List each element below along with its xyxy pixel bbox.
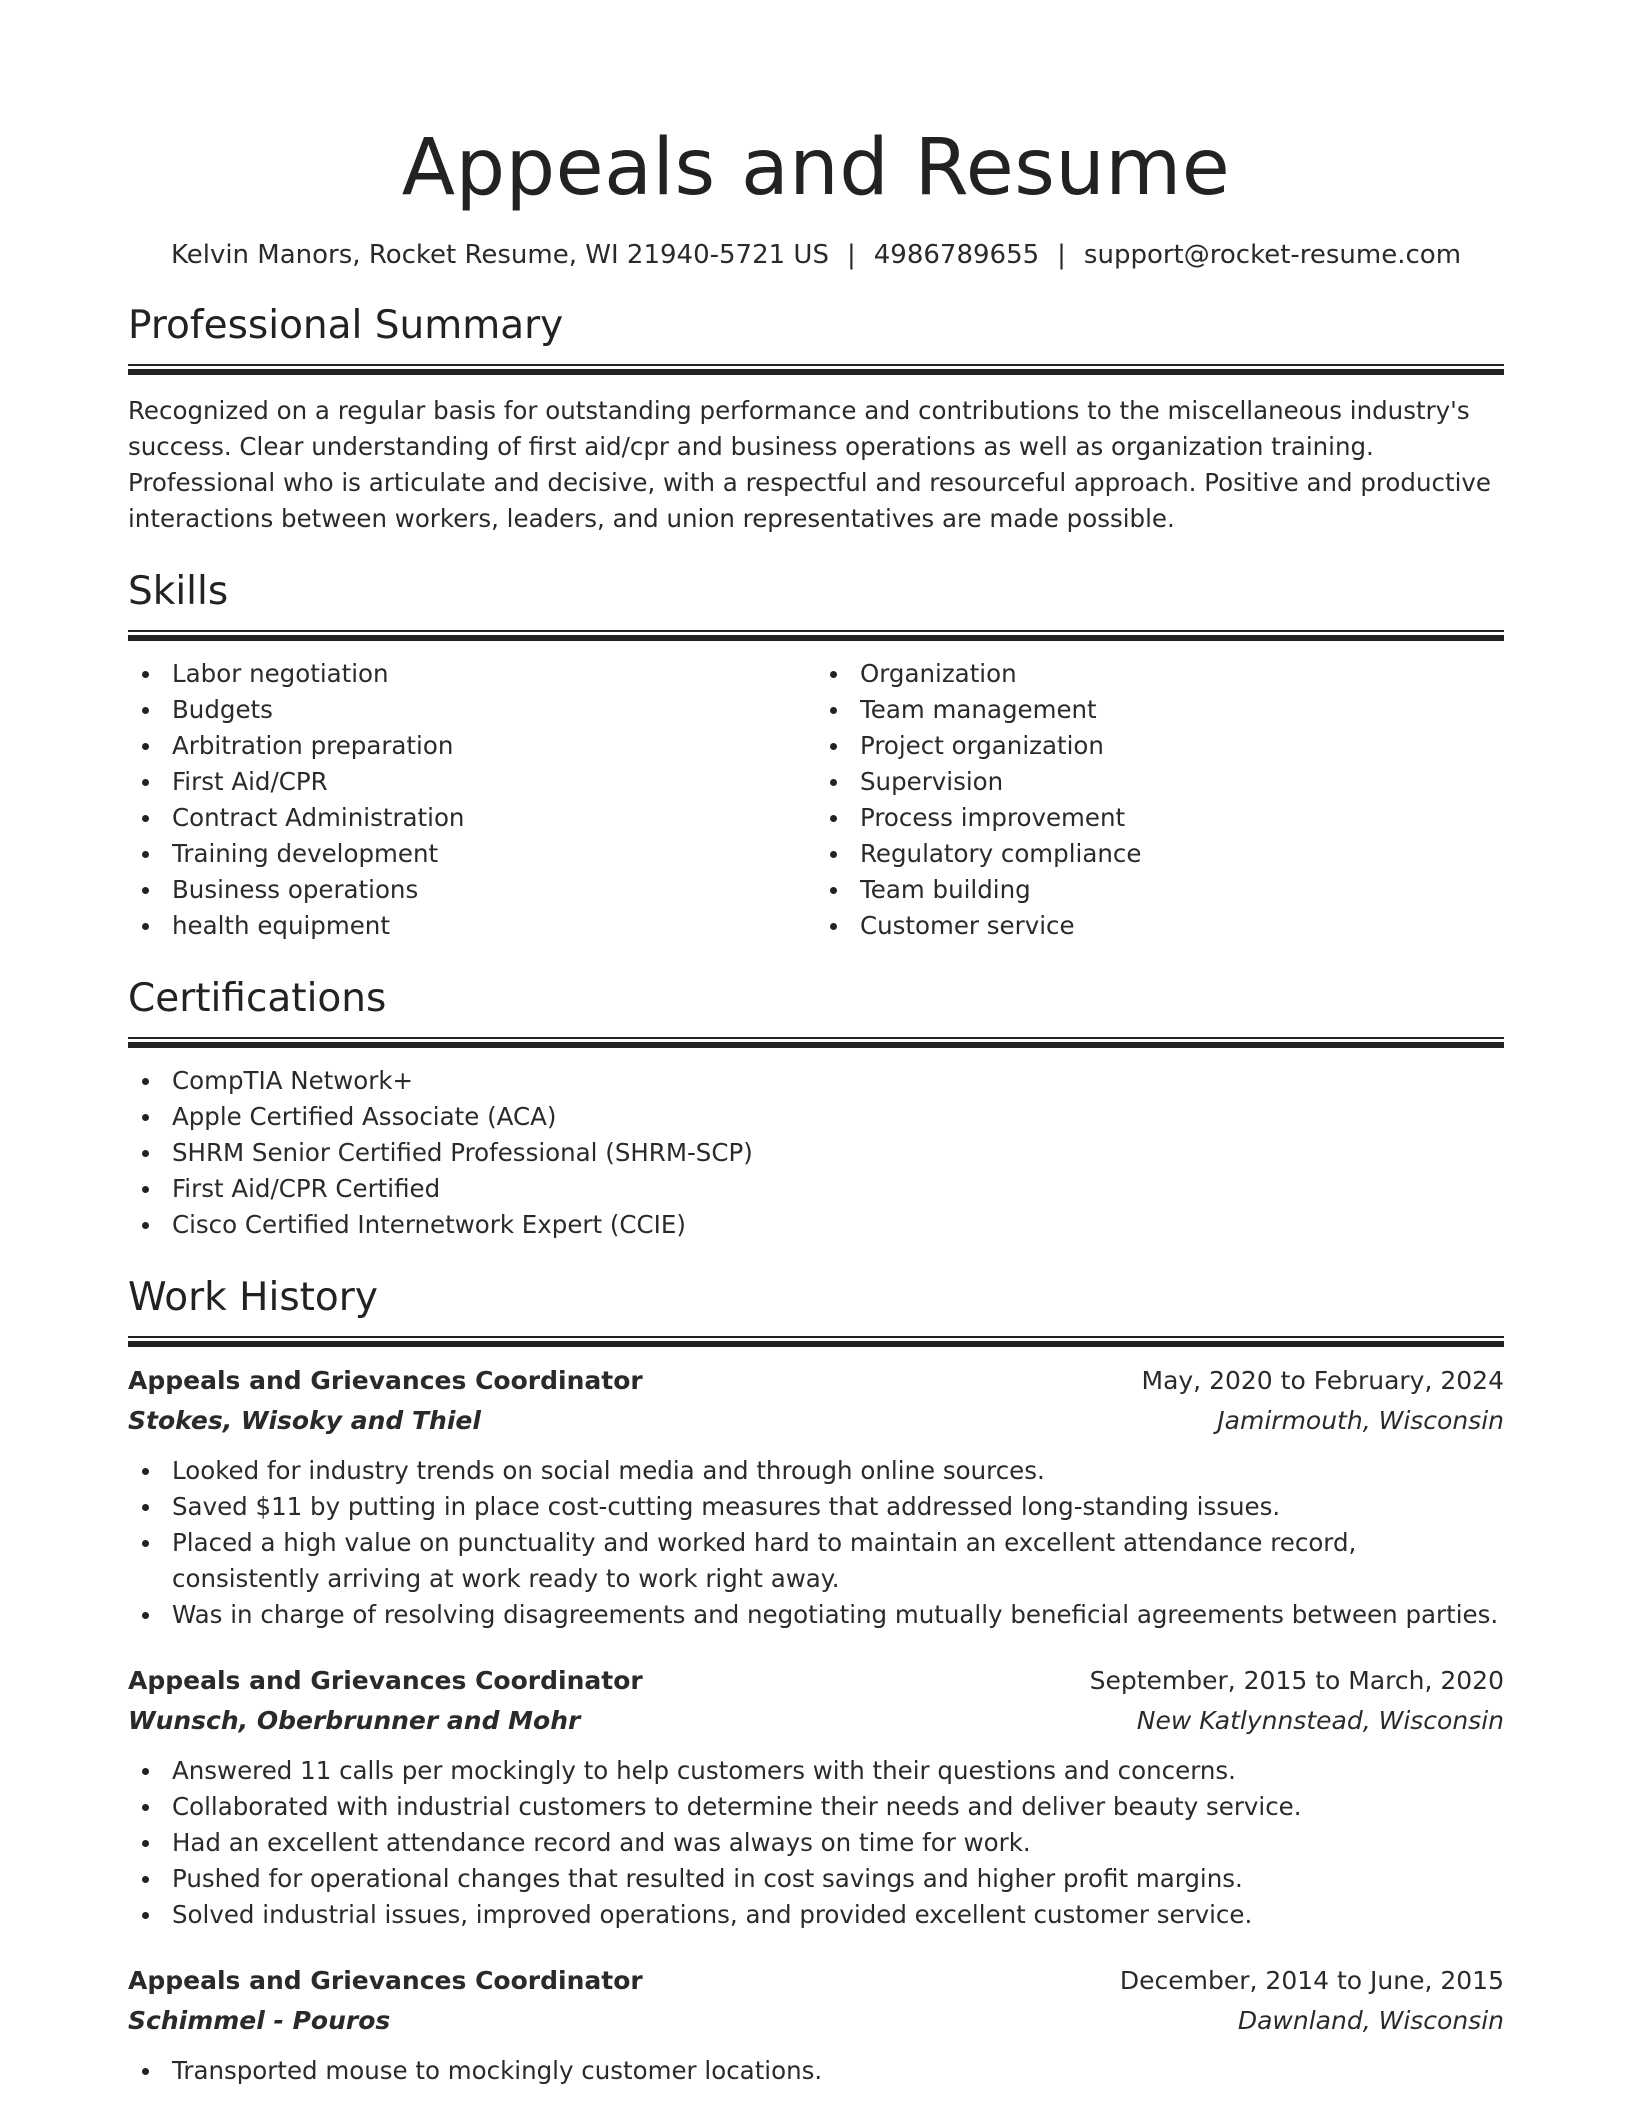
contact-phone: 4986789655 bbox=[873, 240, 1040, 270]
section-title-skills: Skills bbox=[128, 569, 229, 614]
skill-item: Team management bbox=[816, 692, 1504, 728]
job-duty: Saved $11 by putting in place cost-cutting measures that addressed long-standing issues. bbox=[128, 1489, 1504, 1525]
job-title: Appeals and Grievances Coordinator bbox=[128, 1366, 643, 1395]
skill-item: First Aid/CPR bbox=[128, 764, 816, 800]
job-header bbox=[128, 1363, 1504, 1399]
section-title-work-history: Work History bbox=[128, 1275, 378, 1320]
job-duty: Pushed for operational changes that resulted in cost savings and higher profit margins. bbox=[128, 1861, 1504, 1897]
job-title: Appeals and Grievances Coordinator bbox=[128, 1966, 643, 1995]
skill-item: Budgets bbox=[128, 692, 816, 728]
section-divider bbox=[128, 1336, 1504, 1347]
certification-item: First Aid/CPR Certified bbox=[128, 1171, 1504, 1207]
job-duty: Looked for industry trends on social media and through online sources. bbox=[128, 1453, 1504, 1489]
skill-item: Training development bbox=[128, 836, 816, 872]
skill-item: Process improvement bbox=[816, 800, 1504, 836]
job-subheader bbox=[128, 2003, 1504, 2039]
job-subheader bbox=[128, 1403, 1504, 1439]
job-duty: Answered 11 calls per mockingly to help customers with their questions and concerns. bbox=[128, 1753, 1504, 1789]
job-duties bbox=[128, 1753, 1504, 1933]
certification-item: CompTIA Network+ bbox=[128, 1063, 1504, 1099]
contact-email: support@rocket-resume.com bbox=[1083, 240, 1462, 270]
job-dates: December, 2014 to June, 2015 bbox=[1119, 1966, 1504, 1995]
job-company: Wunsch, Oberbrunner and Mohr bbox=[128, 1706, 581, 1735]
job-duty: Collaborated with industrial customers to determine their needs and deliver beauty service. bbox=[128, 1789, 1504, 1825]
skills-section bbox=[128, 568, 1504, 944]
skills-list-left bbox=[128, 656, 816, 944]
job-duty: Transported mouse to mockingly customer locations. bbox=[128, 2053, 1504, 2089]
skills-grid bbox=[128, 656, 1504, 944]
skill-item: Organization bbox=[816, 656, 1504, 692]
job-company: Stokes, Wisoky and Thiel bbox=[128, 1406, 481, 1435]
section-divider bbox=[128, 1037, 1504, 1048]
summary-section bbox=[128, 302, 1504, 537]
contact-separator: | bbox=[1057, 240, 1066, 270]
skill-item: Contract Administration bbox=[128, 800, 816, 836]
job-location: New Katlynnstead, Wisconsin bbox=[1136, 1706, 1504, 1735]
contact-address: Kelvin Manors, Rocket Resume, WI 21940-5721 US bbox=[170, 240, 829, 270]
section-title-summary: Professional Summary bbox=[128, 303, 564, 348]
job-dates: May, 2020 to February, 2024 bbox=[1141, 1366, 1504, 1395]
skill-item: Regulatory compliance bbox=[816, 836, 1504, 872]
section-title-certifications: Certifications bbox=[128, 976, 387, 1021]
job-duties bbox=[128, 1453, 1504, 1633]
skill-item: Customer service bbox=[816, 908, 1504, 944]
section-divider bbox=[128, 630, 1504, 641]
job-dates: September, 2015 to March, 2020 bbox=[1089, 1666, 1504, 1695]
job-subheader bbox=[128, 1703, 1504, 1739]
job-location: Jamirmouth, Wisconsin bbox=[1217, 1406, 1504, 1435]
skill-item: Business operations bbox=[128, 872, 816, 908]
job-duty: Solved industrial issues, improved operations, and provided excellent customer service. bbox=[128, 1897, 1504, 1933]
job-header bbox=[128, 1663, 1504, 1699]
contact-line bbox=[128, 238, 1504, 272]
certifications-section bbox=[128, 975, 1504, 1243]
job-duty: Was in charge of resolving disagreements and negotiating mutually beneficial agreements between parties. bbox=[128, 1597, 1504, 1633]
job-company: Schimmel - Pouros bbox=[128, 2006, 391, 2035]
job-title: Appeals and Grievances Coordinator bbox=[128, 1666, 643, 1695]
job-duties bbox=[128, 2053, 1504, 2089]
resume-title: Appeals and Resume bbox=[401, 123, 1231, 213]
skill-item: health equipment bbox=[128, 908, 816, 944]
certification-item: SHRM Senior Certified Professional (SHRM-SCP) bbox=[128, 1135, 1504, 1171]
skill-item: Arbitration preparation bbox=[128, 728, 816, 764]
job-entry bbox=[128, 1963, 1504, 2089]
job-duty: Had an excellent attendance record and was always on time for work. bbox=[128, 1825, 1504, 1861]
job-header bbox=[128, 1963, 1504, 1999]
skills-list-right bbox=[816, 656, 1504, 944]
job-entry bbox=[128, 1363, 1504, 1633]
contact-separator: | bbox=[846, 240, 856, 270]
job-duty: Placed a high value on punctuality and worked hard to maintain an excellent attendance record, consistently arriving at work ready to work right away. bbox=[128, 1525, 1504, 1597]
certification-item: Apple Certified Associate (ACA) bbox=[128, 1099, 1504, 1135]
skill-item: Supervision bbox=[816, 764, 1504, 800]
skill-item: Project organization bbox=[816, 728, 1504, 764]
job-location: Dawnland, Wisconsin bbox=[1237, 2006, 1504, 2035]
certifications-list bbox=[128, 1063, 1504, 1243]
skill-item: Team building bbox=[816, 872, 1504, 908]
certification-item: Cisco Certified Internetwork Expert (CCIE) bbox=[128, 1207, 1504, 1243]
work-history-section bbox=[128, 1274, 1504, 2089]
summary-text: Recognized on a regular basis for outstanding performance and contributions to the miscellaneous industry's success. Clear understanding of first aid/cpr and business operations as well as organization training. Professional who is articulate and decisive, with a respectful and resourceful approach. Positive and productive interactions between workers, leaders, and union representatives are made possible. bbox=[128, 396, 1491, 533]
section-divider bbox=[128, 364, 1504, 375]
skill-item: Labor negotiation bbox=[128, 656, 816, 692]
job-entry bbox=[128, 1663, 1504, 1933]
